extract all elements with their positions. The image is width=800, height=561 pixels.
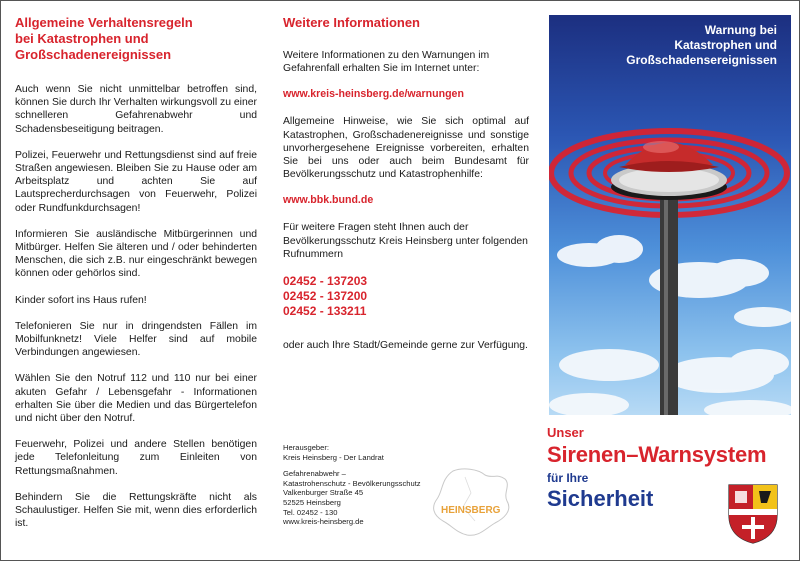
headline-sirenen-warnsystem: Sirenen–Warnsystem bbox=[547, 442, 767, 467]
column-cover bbox=[541, 1, 800, 560]
cover-title-line: Warnung bei bbox=[704, 23, 777, 37]
phone-number[interactable]: 02452 - 133211 bbox=[283, 304, 367, 319]
phone-number[interactable]: 02452 - 137203 bbox=[283, 274, 368, 289]
cover-title-line: Katastrophen und bbox=[674, 38, 777, 52]
phone-list bbox=[283, 274, 529, 319]
imprint-line: Tel. 02452 - 130 bbox=[283, 507, 338, 517]
imprint-line: Gefahrenabwehr – bbox=[283, 469, 346, 479]
rules-paragraph: Polizei, Feuerwehr und Rettungsdienst sind auf freie Straßen angewiesen. Bleiben Sie zu Hause oder am Arbeitsplatz und achten Sie auf Lautsprecherdurchsagen von Feuerwehr, Polizei oder Rundfunkdurchsagen! bbox=[15, 149, 257, 214]
column-info bbox=[269, 1, 541, 560]
rules-heading-line: Allgemeine Verhaltensregeln bbox=[15, 15, 193, 30]
imprint-line: 52525 Heinsberg bbox=[283, 497, 341, 507]
cover-title-line: Großschadensereignissen bbox=[626, 53, 777, 67]
district-map-logo bbox=[423, 463, 519, 543]
rules-paragraph: Telefonieren Sie nur in dringendsten Fällen im Mobilfunknetz! Viele Helfer sind auf mobile Verbindungen angewiesen. bbox=[15, 320, 257, 359]
column-rules bbox=[1, 1, 269, 560]
bbk-link[interactable]: www.bbk.bund.de bbox=[283, 194, 374, 207]
info-hints: Allgemeine Hinweise, wie Sie sich optimal auf Katastrophen, Großschadenereignisse und sonstige unvorhergesehene Ereignisse vorbereiten, erhalten Sie bei uns oder auch beim Bundesamt für Bevölkerungsschutz und Katastrophenhilfe: bbox=[283, 116, 529, 181]
rules-heading bbox=[15, 15, 257, 63]
siren-illustration bbox=[549, 15, 791, 415]
imprint-line: Herausgeber: bbox=[283, 443, 330, 452]
siren-photo bbox=[549, 15, 791, 415]
publisher-imprint bbox=[283, 443, 523, 543]
rules-paragraph: Wählen Sie den Notruf 112 und 110 nur bei einer akuten Gefahr / Lebensgefahr - Informationen erhalten Sie über die Medien und das Bürgertelefon und nicht über den Notruf. bbox=[15, 373, 257, 425]
info-heading: Weitere Informationen bbox=[283, 15, 421, 30]
map-label: HEINSBERG bbox=[441, 505, 501, 516]
rules-paragraph: Feuerwehr, Polizei und andere Stellen benötigen jede Telefonleitung zum Einleiten von Rettungsmaßnahmen. bbox=[15, 439, 257, 477]
rules-paragraph: Behindern Sie die Rettungskräfte nicht als Schaulustiger. Helfen Sie mit, wenn dies erforderlich ist. bbox=[15, 491, 257, 530]
info-intro: Weitere Informationen zu den Warnungen im Gefahrenfall erhalten Sie im Internet unter: bbox=[283, 50, 490, 75]
imprint-line: Katastrohenschutz - Bevölkerungsschutz bbox=[283, 478, 421, 488]
coat-of-arms-icon bbox=[727, 483, 779, 545]
rules-paragraph: Auch wenn Sie nicht unmittelbar betroffen sind, können Sie durch Ihr Verhalten wirkungsvoll zu einer schnelleren Gefahrenabwehr und Schadensbeseitigung beitragen. bbox=[15, 84, 258, 135]
info-questions: Für weitere Fragen steht Ihnen auch der Bevölkerungsschutz Kreis Heinsberg unter folgenden Rufnummern bbox=[283, 222, 528, 260]
rules-heading-line: Großschadenereignissen bbox=[15, 47, 172, 62]
headline-fuer-ihre: für Ihre bbox=[547, 471, 589, 485]
imprint-line: Kreis Heinsberg - Der Landrat bbox=[283, 452, 384, 462]
info-closing: oder auch Ihre Stadt/Gemeinde gerne zur Verfügung. bbox=[283, 340, 528, 352]
website-link[interactable]: www.kreis-heinsberg.de bbox=[283, 517, 364, 527]
phone-number[interactable]: 02452 - 137200 bbox=[283, 289, 368, 304]
rules-paragraph: Informieren Sie ausländische Mitbürgerinnen und Mitbürger. Helfen Sie älteren und / oder behinderten Menschen, die sich z.B. nur eingeschränkt bewegen können oder gehörlos sind. bbox=[15, 228, 257, 280]
rules-paragraph: Kinder sofort ins Haus rufen! bbox=[15, 294, 147, 306]
headline-sicherheit: Sicherheit bbox=[547, 486, 654, 511]
warnungen-link[interactable]: www.kreis-heinsberg.de/warnungen bbox=[283, 88, 464, 101]
cover-title bbox=[626, 23, 777, 68]
imprint-line: Valkenburger Straße 45 bbox=[283, 488, 364, 498]
rules-heading-line: bei Katastrophen und bbox=[15, 31, 149, 46]
headline-unser: Unser bbox=[547, 425, 584, 440]
publisher-block bbox=[283, 443, 523, 462]
